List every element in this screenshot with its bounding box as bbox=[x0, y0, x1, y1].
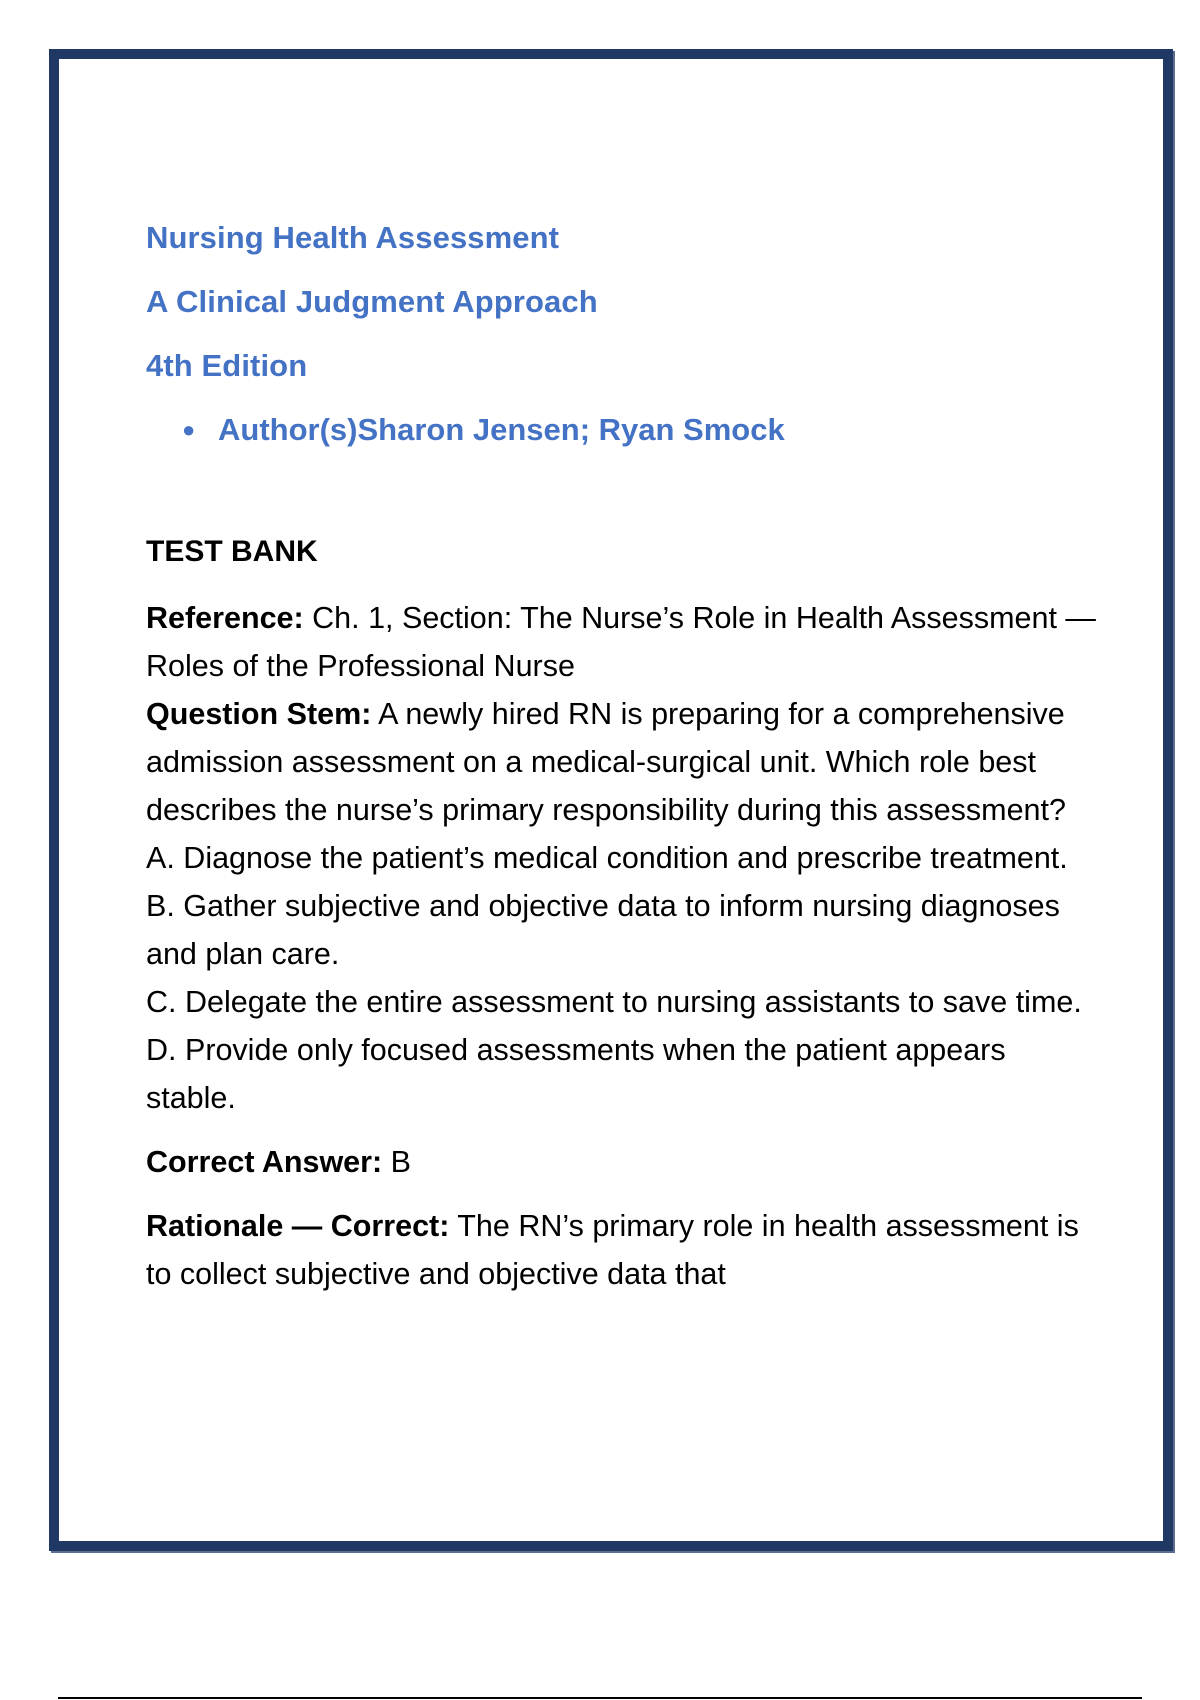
book-authors: Author(s)Sharon Jensen; Ryan Smock bbox=[218, 412, 785, 447]
book-title: Nursing Health Assessment bbox=[146, 220, 560, 255]
book-subtitle: A Clinical Judgment Approach bbox=[146, 284, 598, 319]
question-stem bbox=[146, 690, 1096, 834]
question-reference bbox=[146, 594, 1096, 690]
answer-option-a: A. Diagnose the patient’s medical condition and prescribe treatment. bbox=[146, 841, 1068, 875]
document-content bbox=[146, 218, 1096, 1298]
stem-label: Question Stem: bbox=[146, 697, 372, 731]
correct-answer bbox=[146, 1138, 1096, 1186]
reference-label: Reference: bbox=[146, 601, 304, 635]
book-edition: 4th Edition bbox=[146, 348, 308, 383]
rationale-label: Rationale — Correct: bbox=[146, 1209, 450, 1243]
bullet-icon: ● bbox=[182, 417, 196, 442]
stem-text: A newly hired RN is preparing for a comprehensive admission assessment on a medical-surgical unit. Which role best describes the nurse’s primary responsibility during this assessment? bbox=[146, 697, 1066, 827]
answer-option-b: B. Gather subjective and objective data to inform nursing diagnoses and plan care. bbox=[146, 889, 1060, 971]
answer-label: Correct Answer: bbox=[146, 1145, 383, 1179]
author-item bbox=[146, 410, 1096, 450]
rationale-text: The RN’s primary role in health assessment is to collect subjective and objective data that bbox=[146, 1209, 1079, 1291]
rationale bbox=[146, 1202, 1096, 1298]
answer-option-c: C. Delegate the entire assessment to nursing assistants to save time. bbox=[146, 985, 1082, 1019]
author-list bbox=[146, 410, 1096, 450]
section-heading: TEST BANK bbox=[146, 535, 318, 568]
answer-value: B bbox=[382, 1145, 411, 1179]
footer-rule bbox=[58, 1697, 1142, 1699]
answer-option-d: D. Provide only focused assessments when the patient appears stable. bbox=[146, 1033, 1006, 1115]
reference-text: Ch. 1, Section: The Nurse’s Role in Health Assessment — Roles of the Professional Nurse bbox=[146, 601, 1096, 683]
